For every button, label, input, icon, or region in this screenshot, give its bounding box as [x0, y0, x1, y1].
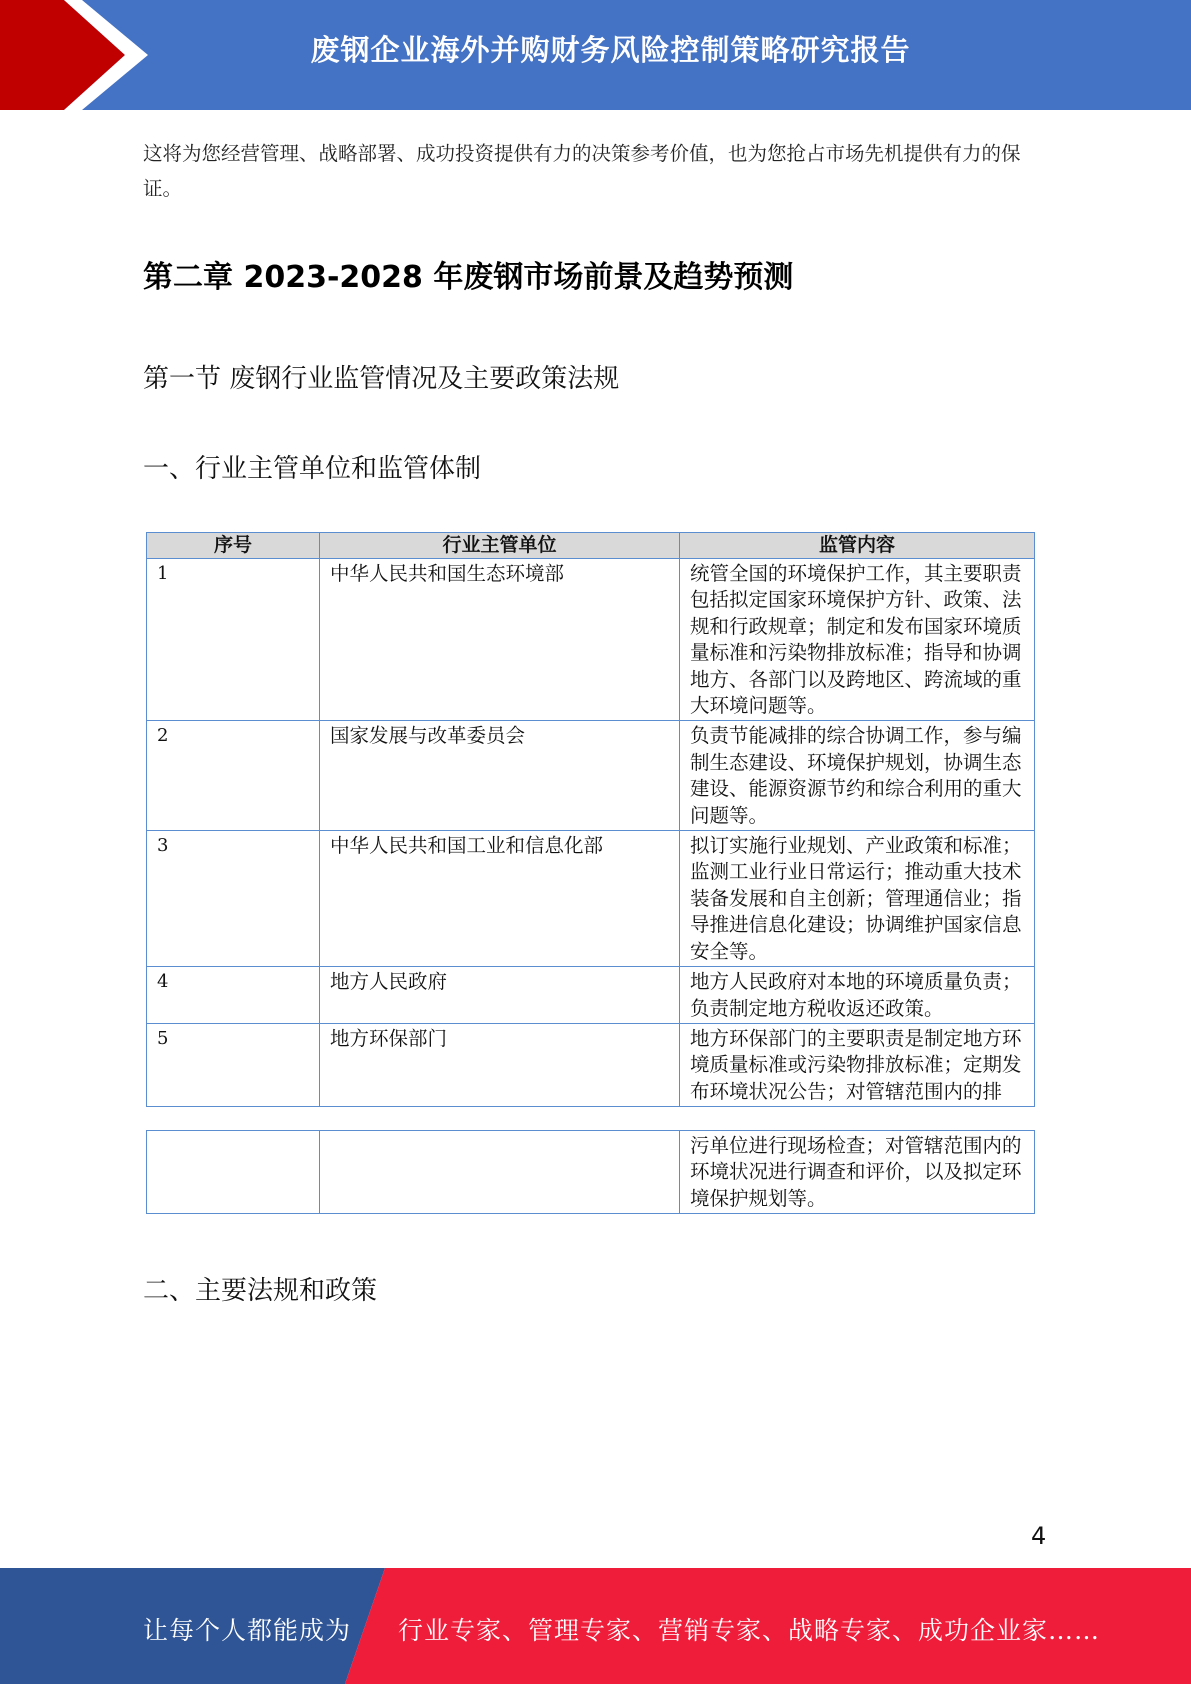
regulator-table-continuation [146, 1130, 1035, 1214]
table-row [147, 1131, 1035, 1214]
footer-slogan-left: 让每个人都能成为 [143, 1616, 352, 1645]
chapter-title: 第二章 2023-2028 年废钢市场前景及趋势预测 [143, 260, 794, 295]
regulation-content: 地方人民政府对本地的环境质量负责；负责制定地方税收返还政策。 [680, 967, 1035, 1024]
row-number: 4 [147, 967, 320, 1024]
regulator-name: 国家发展与改革委员会 [320, 721, 680, 831]
table-row [147, 559, 1035, 721]
regulator-name: 地方环保部门 [320, 1023, 680, 1106]
regulator-name [320, 1131, 680, 1214]
subsection-title-1: 一、行业主管单位和监管体制 [143, 454, 482, 484]
regulation-content: 污单位进行现场检查；对管辖范围内的环境状况进行调查和评价，以及拟定环境保护规划等。 [680, 1131, 1035, 1214]
table-row [147, 831, 1035, 967]
row-number: 3 [147, 831, 320, 967]
table-row [147, 967, 1035, 1024]
regulation-content: 拟订实施行业规划、产业政策和标准；监测工业行业日常运行；推动重大技术装备发展和自主创新；管理通信业；指导推进信息化建设；协调维护国家信息安全等。 [680, 831, 1035, 967]
column-header: 行业主管单位 [320, 533, 680, 559]
table-header-row [147, 533, 1035, 559]
regulator-name: 中华人民共和国生态环境部 [320, 559, 680, 721]
row-number [147, 1131, 320, 1214]
regulator-table [146, 532, 1035, 1107]
subsection-title-2: 二、主要法规和政策 [143, 1276, 378, 1306]
table-row [147, 721, 1035, 831]
regulation-content: 地方环保部门的主要职责是制定地方环境质量标准或污染物排放标准；定期发布环境状况公告；对管辖范围内的排 [680, 1023, 1035, 1106]
footer-slogan-right: 行业专家、管理专家、营销专家、战略专家、成功企业家…… [398, 1616, 1101, 1645]
row-number: 2 [147, 721, 320, 831]
regulation-content: 负责节能减排的综合协调工作，参与编制生态建设、环境保护规划，协调生态建设、能源资源节约和综合利用的重大问题等。 [680, 721, 1035, 831]
column-header: 监管内容 [680, 533, 1035, 559]
report-title: 废钢企业海外并购财务风险控制策略研究报告 [310, 33, 911, 67]
page-number: 4 [1031, 1522, 1047, 1550]
regulator-name: 中华人民共和国工业和信息化部 [320, 831, 680, 967]
regulation-content: 统管全国的环境保护工作，其主要职责包括拟定国家环境保护方针、政策、法规和行政规章；制定和发布国家环境质量标准和污染物排放标准；指导和协调地方、各部门以及跨地区、跨流域的重大环境问题等。 [680, 559, 1035, 721]
header-banner [0, 0, 1191, 110]
row-number: 5 [147, 1023, 320, 1106]
column-header: 序号 [147, 533, 320, 559]
row-number: 1 [147, 559, 320, 721]
footer-banner [0, 1568, 1191, 1684]
intro-paragraph: 这将为您经营管理、战略部署、成功投资提供有力的决策参考价值，也为您抢占市场先机提供有力的保证。 [143, 142, 1021, 200]
regulator-name: 地方人民政府 [320, 967, 680, 1024]
table-row [147, 1023, 1035, 1106]
section-title: 第一节 废钢行业监管情况及主要政策法规 [143, 364, 620, 394]
